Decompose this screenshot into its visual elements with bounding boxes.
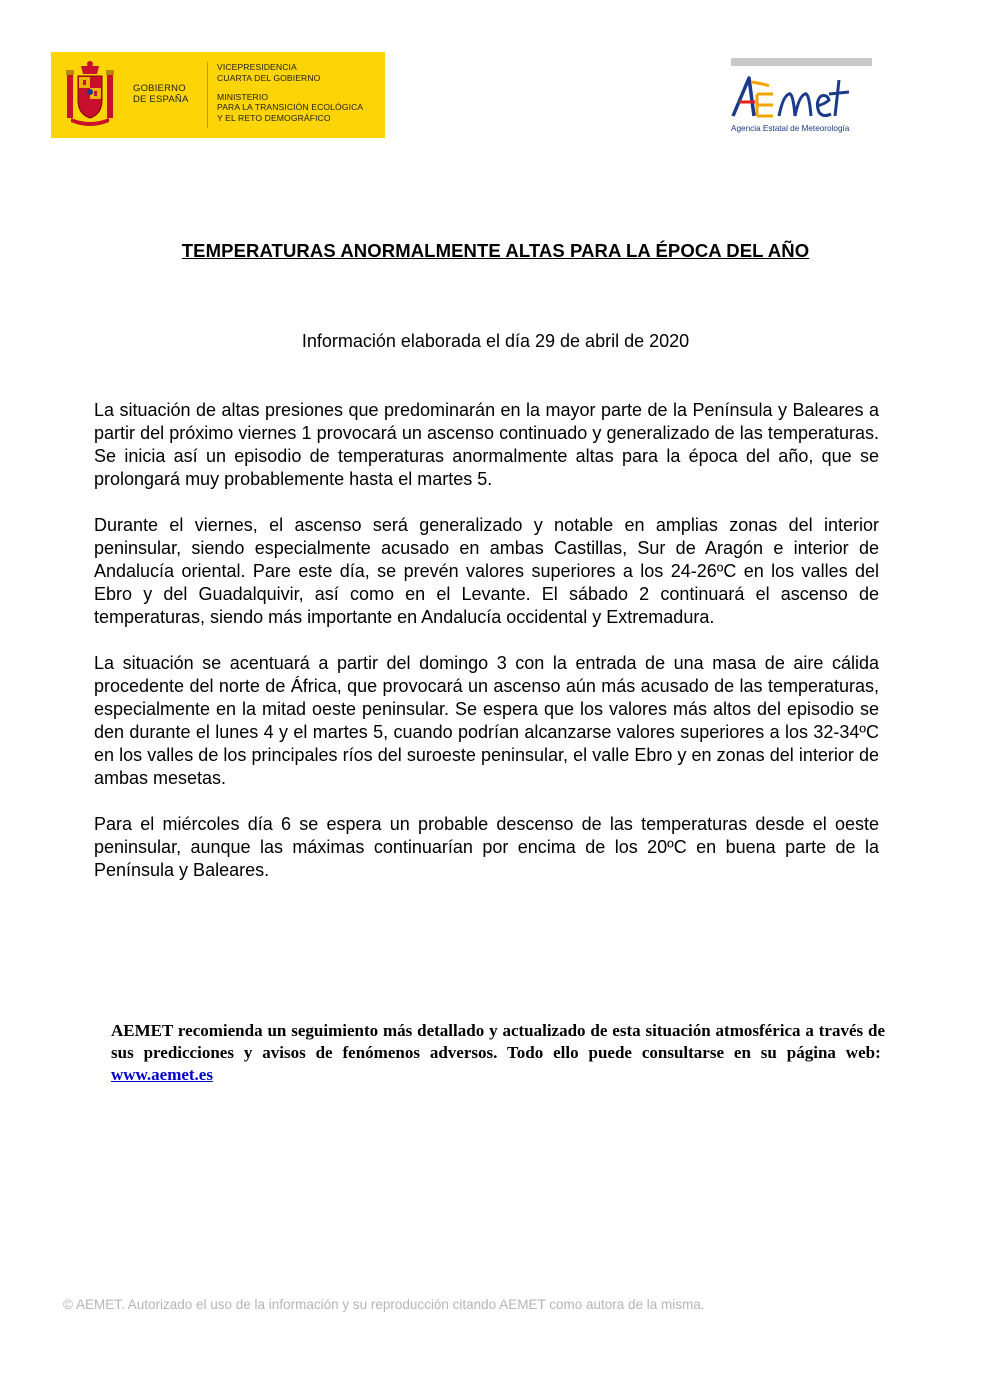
paragraph: La situación de altas presiones que predominarán en la mayor parte de la Península y Baleares a partir del próximo viernes 1 provocará un ascenso continuado y generalizado de las temperaturas. Se inicia así un episodio de temperaturas anormalmente altas para la época del año, que se prolongará muy probablemente hasta el martes 5. — [94, 400, 879, 489]
recommendation — [111, 1020, 885, 1086]
aemet-logo-bar — [731, 58, 872, 66]
document-body — [94, 399, 879, 905]
document-title: TEMPERATURAS ANORMALMENTE ALTAS PARA LA ÉPOCA DEL AÑO — [181, 240, 810, 261]
aemet-website-link[interactable]: www.aemet.es — [111, 1065, 213, 1084]
recommendation-text: AEMET recomienda un seguimiento más detallado y actualizado de esta situación atmosférica a través de sus predicciones y avisos de fenómenos adversos. Todo ello puede consultarse en su página web: — [111, 1021, 885, 1062]
paragraph: Durante el viernes, el ascenso será generalizado y notable en amplias zonas del interior peninsular, siendo especialmente acusado en ambas Castillas, Sur de Aragón e interior de Andalucía oriental. Pare este día, se prevén valores superiores a los 24-26ºC en los valles del Ebro y del Guadalquivir, así como en el Levante. El sábado 2 continuará el ascenso de temperaturas, siendo más importante en Andalucía occidental y Extremadura. — [94, 515, 879, 627]
gobierno-banner — [51, 52, 385, 138]
paragraph: Para el miércoles día 6 se espera un probable descenso de las temperaturas desde el oeste peninsular, aunque las máximas continuarían por encima de los 20ºC en buena parte de la Península y Baleares. — [94, 814, 879, 880]
aemet-logo — [729, 74, 855, 126]
aemet-subtitle: Agencia Estatal de Meteorología — [731, 124, 850, 133]
document-date: Información elaborada el día 29 de abril de 2020 — [301, 331, 690, 351]
coat-of-arms-icon — [65, 60, 115, 130]
copyright-footer: © AEMET. Autorizado el uso de la información y su reproducción citando AEMET como autora de la misma. — [63, 1297, 705, 1312]
paragraph: La situación se acentuará a partir del domingo 3 con la entrada de una masa de aire cálida procedente del norte de África, que provocará un ascenso aún más acusado de las temperaturas, especialmente en la mitad oeste peninsular. Se espera que los valores más altos del episodio se den durante el lunes 4 y el martes 5, cuando podrían alcanzarse valores superiores a los 32-34ºC en los valles de los principales ríos del suroeste peninsular, el valle Ebro y en zonas del interior de ambas mesetas. — [94, 653, 879, 788]
ministry-text: VICEPRESIDENCIA CUARTA DEL GOBIERNO MINISTERIO PARA LA TRANSICIÓN ECOLÓGICA Y EL RETO DEMOGRÁFICO — [217, 62, 364, 124]
banner-divider — [207, 62, 208, 128]
gobierno-name: GOBIERNO DE ESPAÑA — [133, 83, 189, 105]
